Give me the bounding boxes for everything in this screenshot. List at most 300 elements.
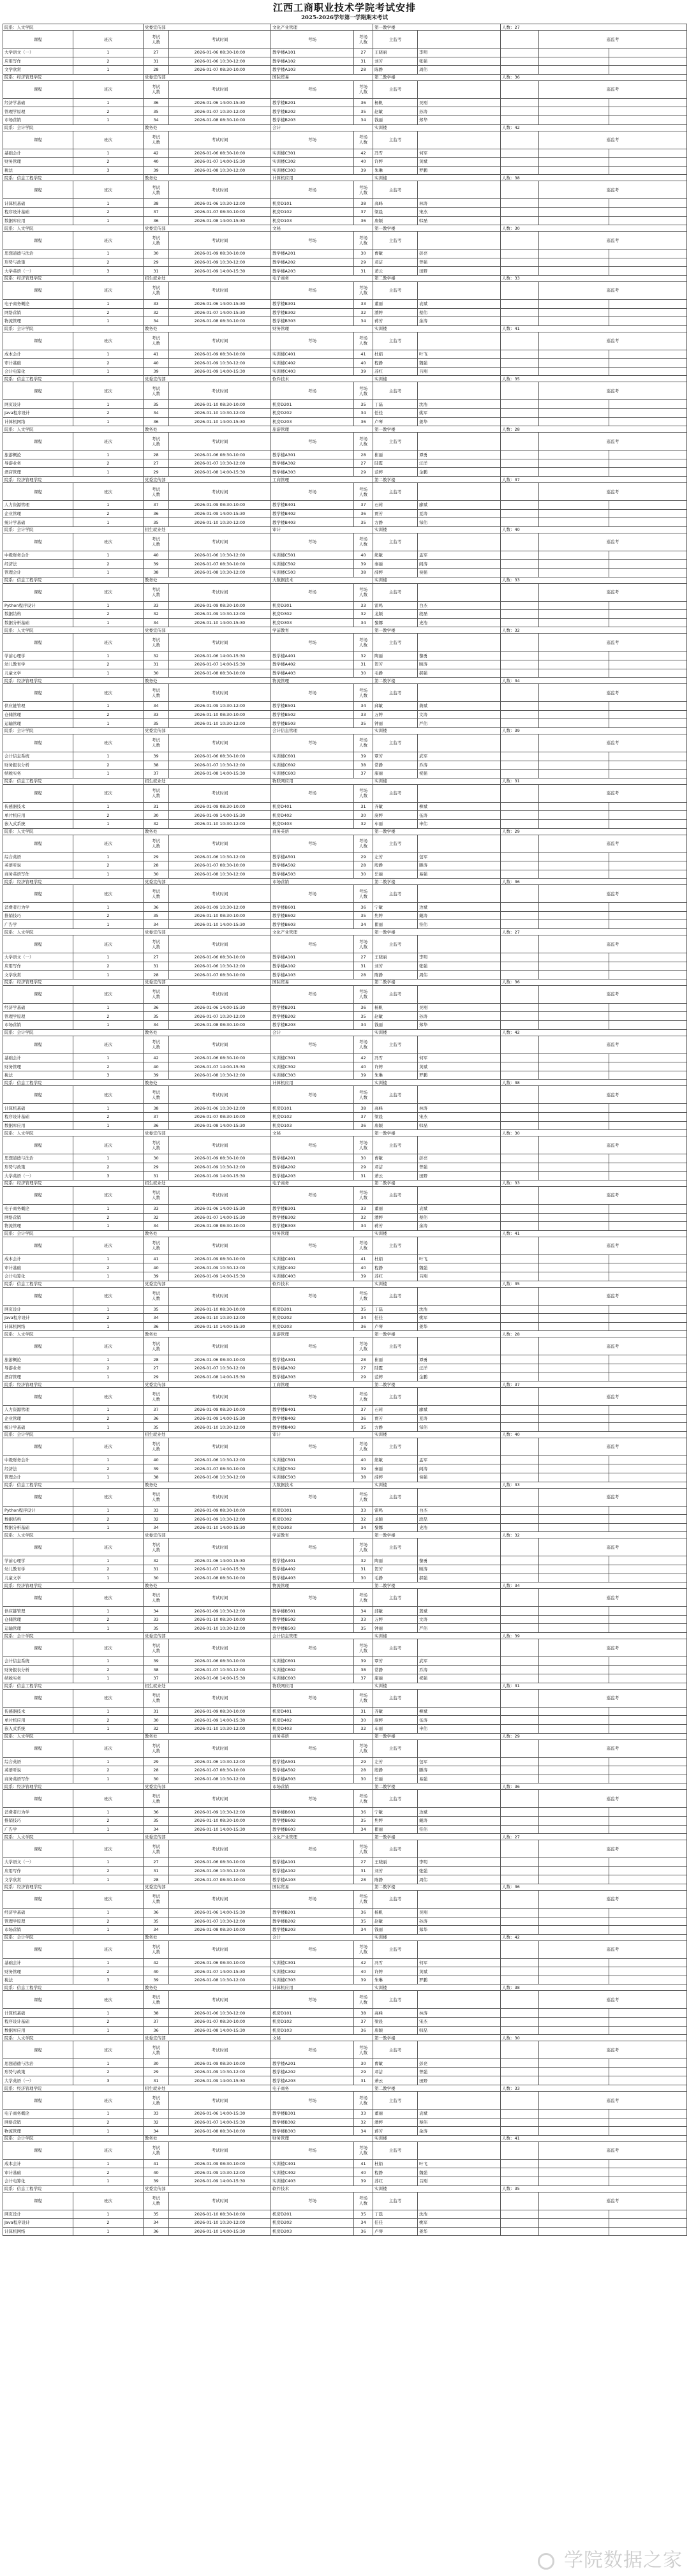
header-invigilator: 主监考: [373, 1991, 418, 2009]
group-faculty: 院系：人文学院: [3, 426, 144, 433]
cell-empty: [609, 1757, 687, 1766]
cell-inspector: 孙涛: [418, 107, 501, 116]
table-row: [3, 400, 687, 409]
header-time: 考试时间: [169, 1940, 271, 1958]
table-row: [3, 1574, 687, 1582]
cell-room: 教学楼B303: [271, 2127, 354, 2136]
header-invigilator: 主监考: [373, 433, 418, 450]
table-row: [3, 1414, 687, 1423]
cell-room-count: 31: [354, 1172, 373, 1180]
cell-count: 34: [144, 618, 169, 627]
cell-time: 2026-01-07 08:30-10:00: [169, 2018, 271, 2027]
group-place: 第一教学楼: [373, 2035, 501, 2041]
cell-empty: [539, 903, 609, 912]
cell-invigilator: 钟丽: [373, 1624, 418, 1633]
header-count: 考试 人数: [144, 1689, 169, 1707]
header-spacer-2: [501, 533, 539, 551]
cell-empty: [539, 1062, 609, 1071]
cell-invigilator: 陶丽: [373, 651, 418, 660]
header-time: 考试时间: [169, 2192, 271, 2210]
cell-course: 物流管理: [3, 1222, 73, 1231]
cell-time: 2026-01-08 08:30-10:00: [169, 1926, 271, 1935]
cell-invigilator: 瞿丽: [373, 1825, 418, 1834]
group-info-row: [3, 1331, 687, 1337]
cell-invigilator: 王晓丽: [373, 953, 418, 962]
group-department: 国际贸易: [271, 74, 373, 80]
cell-time: 2026-01-06 08:30-10:00: [169, 1355, 271, 1364]
cell-count: 39: [144, 1071, 169, 1080]
cell-empty: [501, 2159, 539, 2168]
cell-time: 2026-01-06 08:30-10:00: [169, 953, 271, 962]
column-header-row: [3, 885, 687, 903]
header-class: 班次: [73, 2141, 144, 2159]
cell-time: 2026-01-10 14:00-15:30: [169, 618, 271, 627]
cell-inspector: 彭亮: [418, 2059, 501, 2068]
cell-empty: [501, 618, 539, 627]
cell-time: 2026-01-06 10:30-12:00: [169, 1757, 271, 1766]
column-header-row: [3, 935, 687, 953]
cell-course: 税法: [3, 1976, 73, 1984]
group-faculty: 院系：信息工程学院: [3, 175, 144, 181]
cell-course: 单片机应用: [3, 1716, 73, 1725]
cell-time: 2026-01-10 08:30-10:00: [169, 1816, 271, 1825]
header-course: 课程: [3, 1940, 73, 1958]
cell-empty: [609, 618, 687, 627]
header-class: 班次: [73, 784, 144, 802]
header-invigilator: 主监考: [373, 1388, 418, 1406]
group-faculty: 院系：人文学院: [3, 1331, 144, 1337]
cell-empty: [539, 166, 609, 175]
header-spacer-2: [501, 634, 539, 651]
cell-empty: [501, 1213, 539, 1222]
cell-time: 2026-01-09 10:30-12:00: [169, 1163, 271, 1172]
cell-empty: [609, 1716, 687, 1725]
cell-class: 1: [73, 903, 144, 912]
header-time: 考试时间: [169, 2141, 271, 2159]
cell-empty: [501, 770, 539, 778]
cell-class: 1: [73, 468, 144, 477]
cell-inspector: 何军: [418, 1958, 501, 1967]
cell-room: 实训楼C402: [271, 2168, 354, 2177]
header-spacer-2: [501, 1991, 539, 2009]
cell-count: 30: [144, 249, 169, 258]
column-header-row: [3, 1840, 687, 1858]
group-count: 人数：41: [501, 1230, 687, 1237]
cell-class: 1: [73, 115, 144, 124]
header-course: 课程: [3, 935, 73, 953]
table-row: [3, 158, 687, 167]
cell-room-count: 36: [354, 509, 373, 518]
group-info-row: [3, 828, 687, 835]
cell-course: 基础会计: [3, 1053, 73, 1062]
cell-room-count: 33: [354, 1204, 373, 1213]
table-row: [3, 501, 687, 510]
header-spacer: [418, 232, 501, 249]
cell-empty: [501, 400, 539, 409]
cell-empty: [501, 450, 539, 459]
cell-course: 计算机网络: [3, 1322, 73, 1331]
table-row: [3, 2118, 687, 2127]
cell-class: 1: [73, 2110, 144, 2118]
header-spacer-2: [501, 232, 539, 249]
table-row: [3, 249, 687, 258]
cell-invigilator: 刘芳: [373, 962, 418, 971]
cell-empty: [539, 2177, 609, 2186]
cell-course: 统计学基础: [3, 518, 73, 527]
cell-empty: [539, 710, 609, 719]
cell-time: 2026-01-08 08:30-10:00: [169, 1222, 271, 1231]
cell-course: 统计学基础: [3, 1423, 73, 1432]
cell-empty: [609, 1473, 687, 1482]
cell-empty: [501, 1875, 539, 1884]
cell-inspector: 孙涛: [418, 1917, 501, 1926]
cell-invigilator: 赵敏: [373, 1917, 418, 1926]
cell-empty: [501, 610, 539, 619]
cell-empty: [501, 2059, 539, 2068]
column-header-row: [3, 1589, 687, 1607]
cell-empty: [609, 267, 687, 276]
cell-empty: [501, 1917, 539, 1926]
cell-course: 综合英语: [3, 852, 73, 861]
header-invigilator: 主监考: [373, 935, 418, 953]
cell-room: 机房D301: [271, 1506, 354, 1515]
header-count: 考试 人数: [144, 181, 169, 199]
cell-empty: [539, 459, 609, 468]
column-header-row: [3, 1488, 687, 1506]
cell-class: 1: [73, 1204, 144, 1213]
cell-count: 29: [144, 2067, 169, 2076]
cell-room: 机房D201: [271, 1305, 354, 1314]
header-spacer: [418, 1840, 501, 1858]
cell-room-count: 38: [354, 1665, 373, 1674]
header-time: 考试时间: [169, 985, 271, 1003]
header-class: 班次: [73, 1840, 144, 1858]
cell-count: 36: [144, 2026, 169, 2035]
group-count: 人数：36: [501, 979, 687, 985]
cell-empty: [501, 1163, 539, 1172]
header-spacer: [418, 433, 501, 450]
cell-count: 34: [144, 115, 169, 124]
header-time: 考试时间: [169, 1036, 271, 1053]
header-inspector: 巡监考: [539, 2141, 687, 2159]
header-spacer: [418, 483, 501, 501]
group-faculty: 院系：人文学院: [3, 225, 144, 232]
cell-empty: [539, 1967, 609, 1976]
cell-empty: [609, 2127, 687, 2136]
cell-course: 网络营销: [3, 308, 73, 317]
cell-empty: [539, 1674, 609, 1683]
cell-class: 1: [73, 1825, 144, 1834]
group-info-row: [3, 577, 687, 583]
header-room-count: 考场 人数: [354, 2192, 373, 2210]
group-info-row: [3, 376, 687, 382]
cell-invigilator: 陈静: [373, 1875, 418, 1884]
header-count: 考试 人数: [144, 784, 169, 802]
header-count: 考试 人数: [144, 583, 169, 601]
cell-class: 2: [73, 107, 144, 116]
cell-inspector: 吴刚: [418, 1003, 501, 1012]
cell-course: 审计基础: [3, 359, 73, 368]
group-place: 实训楼: [373, 778, 501, 784]
cell-empty: [501, 1172, 539, 1180]
cell-room: 教学楼A402: [271, 1565, 354, 1574]
group-faculty: 院系：会计学院: [3, 526, 144, 533]
cell-room-count: 38: [354, 569, 373, 577]
header-spacer-2: [501, 1739, 539, 1757]
header-inspector: 巡监考: [539, 985, 687, 1003]
group-faculty: 院系：经济管理学院: [3, 1884, 144, 1890]
cell-empty: [609, 1515, 687, 1524]
cell-empty: [539, 1615, 609, 1624]
cell-count: 29: [144, 1757, 169, 1766]
cell-invigilator: 龙颖: [373, 1515, 418, 1524]
cell-inspector: 周伟: [418, 1875, 501, 1884]
cell-course: 网页设计: [3, 2210, 73, 2219]
cell-count: 34: [144, 702, 169, 711]
cell-empty: [501, 1464, 539, 1473]
header-class: 班次: [73, 1086, 144, 1104]
cell-room: 机房D201: [271, 2210, 354, 2219]
cell-invigilator: 刘芳: [373, 1866, 418, 1875]
header-course: 课程: [3, 734, 73, 752]
cell-room: 教学楼A103: [271, 1875, 354, 1884]
header-inspector: 巡监考: [539, 784, 687, 802]
header-course: 课程: [3, 533, 73, 551]
cell-invigilator: 杨帆: [373, 98, 418, 107]
table-row: [3, 2210, 687, 2219]
cell-class: 1: [73, 1775, 144, 1783]
cell-empty: [539, 149, 609, 158]
group-info-row: [3, 225, 687, 232]
cell-invigilator: 朱琳: [373, 1071, 418, 1080]
cell-time: 2026-01-10 10:30-12:00: [169, 409, 271, 418]
cell-invigilator: 贾芳: [373, 509, 418, 518]
cell-inspector: 沈浩: [418, 400, 501, 409]
header-class: 班次: [73, 1589, 144, 1607]
cell-empty: [501, 1071, 539, 1080]
cell-empty: [609, 1373, 687, 1381]
header-spacer: [418, 2041, 501, 2059]
cell-count: 36: [144, 1121, 169, 1130]
group-count: 人数：34: [501, 678, 687, 684]
cell-room-count: 37: [354, 1674, 373, 1683]
cell-time: 2026-01-06 10:30-12:00: [169, 1866, 271, 1875]
cell-room: 教学楼B202: [271, 107, 354, 116]
cell-course: 成本会计: [3, 350, 73, 359]
cell-time: 2026-01-09 08:30-10:00: [169, 1254, 271, 1263]
cell-room: 教学楼A302: [271, 459, 354, 468]
column-header-row: [3, 1538, 687, 1556]
cell-room-count: 36: [354, 1808, 373, 1817]
document-subtitle: 2025-2026学年第一学期期末考试: [301, 15, 388, 21]
cell-invigilator: 齐敏: [373, 1707, 418, 1716]
table-row: [3, 1071, 687, 1080]
table-row: [3, 660, 687, 669]
header-class: 班次: [73, 1689, 144, 1707]
cell-class: 2: [73, 1565, 144, 1574]
cell-invigilator: 董丽: [373, 2110, 418, 2118]
header-room-count: 考场 人数: [354, 2092, 373, 2110]
table-row: [3, 610, 687, 619]
cell-invigilator: 崔丽: [373, 1355, 418, 1364]
cell-class: 2: [73, 1464, 144, 1473]
header-spacer: [418, 985, 501, 1003]
group-place: 第二教学楼: [373, 1582, 501, 1589]
cell-empty: [501, 2076, 539, 2085]
cell-empty: [501, 710, 539, 719]
cell-class: 1: [73, 1053, 144, 1062]
cell-invigilator: 程静: [373, 1263, 418, 1272]
cell-course: 基础会计: [3, 1958, 73, 1967]
table-row: [3, 299, 687, 308]
cell-course: 纳税实务: [3, 770, 73, 778]
cell-room-count: 28: [354, 450, 373, 459]
cell-time: 2026-01-09 14:00-15:30: [169, 2076, 271, 2085]
cell-room-count: 35: [354, 107, 373, 116]
cell-empty: [609, 2009, 687, 2018]
header-time: 考试时间: [169, 634, 271, 651]
group-info-row: [3, 1934, 687, 1940]
cell-class: 1: [73, 2026, 144, 2035]
cell-room-count: 31: [354, 267, 373, 276]
table-row: [3, 2059, 687, 2068]
header-course: 课程: [3, 1237, 73, 1254]
header-room-count: 考场 人数: [354, 1538, 373, 1556]
group-info-row: [3, 1733, 687, 1739]
group-department: 电子商务: [271, 1180, 373, 1186]
group-faculty: 院系：经济管理学院: [3, 275, 144, 281]
cell-empty: [501, 971, 539, 979]
cell-room-count: 34: [354, 2219, 373, 2228]
cell-empty: [501, 317, 539, 326]
cell-empty: [609, 811, 687, 820]
header-invigilator: 主监考: [373, 31, 418, 48]
group-place: 实训楼: [373, 1080, 501, 1086]
cell-empty: [501, 1674, 539, 1683]
column-header-row: [3, 80, 687, 98]
cell-count: 35: [144, 518, 169, 527]
cell-empty: [501, 107, 539, 116]
cell-empty: [501, 207, 539, 216]
group-org: 党委宣传部: [144, 627, 271, 634]
cell-invigilator: 任佳: [373, 2219, 418, 2228]
header-time: 考试时间: [169, 1438, 271, 1456]
cell-class: 3: [73, 166, 144, 175]
table-row: [3, 770, 687, 778]
column-header-row: [3, 433, 687, 450]
cell-time: 2026-01-07 14:00-15:30: [169, 1062, 271, 1071]
cell-empty: [501, 158, 539, 167]
header-room: 考场: [271, 734, 354, 752]
cell-room: 教学楼A202: [271, 1163, 354, 1172]
group-faculty: 院系：人文学院: [3, 1733, 144, 1739]
header-time: 考试时间: [169, 1589, 271, 1607]
cell-empty: [609, 1556, 687, 1565]
table-row: [3, 802, 687, 811]
cell-invigilator: 王晓丽: [373, 1858, 418, 1867]
table-row: [3, 1213, 687, 1222]
group-faculty: 院系：会计学院: [3, 1029, 144, 1036]
cell-class: 2: [73, 1967, 144, 1976]
cell-class: 1: [73, 1104, 144, 1113]
cell-empty: [609, 417, 687, 426]
header-class: 班次: [73, 483, 144, 501]
group-count: 人数：41: [501, 325, 687, 332]
cell-empty: [501, 501, 539, 510]
cell-class: 1: [73, 1003, 144, 1012]
group-department: 会计信息管理: [271, 727, 373, 734]
cell-time: 2026-01-08 10:30-12:00: [169, 569, 271, 577]
group-department: 国际贸易: [271, 1884, 373, 1890]
group-org: 教务处: [144, 1230, 271, 1237]
header-room: 考场: [271, 2041, 354, 2059]
cell-course: 英语听说: [3, 861, 73, 870]
cell-inspector: 叶飞: [418, 2159, 501, 2168]
cell-room-count: 39: [354, 1464, 373, 1473]
cell-empty: [609, 518, 687, 527]
header-spacer-2: [501, 835, 539, 852]
cell-invigilator: 程静: [373, 359, 418, 368]
cell-inspector: 姚军: [418, 409, 501, 418]
table-row: [3, 1204, 687, 1213]
cell-empty: [609, 1665, 687, 1674]
cell-time: 2026-01-08 08:30-10:00: [169, 1021, 271, 1030]
group-count: 人数：40: [501, 526, 687, 533]
cell-empty: [501, 1322, 539, 1331]
group-department: 市场营销: [271, 879, 373, 885]
cell-course: 运输管理: [3, 719, 73, 728]
cell-room: 教学楼A502: [271, 861, 354, 870]
cell-empty: [501, 1816, 539, 1825]
cell-count: 38: [144, 569, 169, 577]
group-info-row: [3, 426, 687, 433]
cell-invigilator: 任佳: [373, 1314, 418, 1323]
cell-empty: [539, 971, 609, 979]
header-room-count: 考场 人数: [354, 31, 373, 48]
cell-invigilator: 冯雪: [373, 149, 418, 158]
header-course: 课程: [3, 433, 73, 450]
cell-room: 教学楼B403: [271, 1423, 354, 1432]
cell-time: 2026-01-06 14:00-15:30: [169, 299, 271, 308]
cell-count: 34: [144, 1314, 169, 1323]
cell-empty: [539, 1665, 609, 1674]
cell-empty: [609, 1917, 687, 1926]
cell-count: 35: [144, 2210, 169, 2219]
header-course: 课程: [3, 1739, 73, 1757]
header-time: 考试时间: [169, 935, 271, 953]
cell-room-count: 38: [354, 761, 373, 770]
cell-time: 2026-01-06 14:00-15:30: [169, 1003, 271, 1012]
cell-inspector: 乔涛: [418, 1665, 501, 1674]
cell-course: 传感器技术: [3, 802, 73, 811]
header-room: 考场: [271, 835, 354, 852]
cell-empty: [609, 1464, 687, 1473]
cell-empty: [609, 2018, 687, 2027]
group-info-row: [3, 2135, 687, 2141]
cell-empty: [609, 1254, 687, 1263]
header-room-count: 考场 人数: [354, 1840, 373, 1858]
cell-invigilator: 高峰: [373, 199, 418, 208]
header-class: 班次: [73, 1186, 144, 1204]
cell-inspector: 乔涛: [418, 761, 501, 770]
group-count: 人数：42: [501, 124, 687, 131]
cell-empty: [609, 920, 687, 929]
header-class: 班次: [73, 734, 144, 752]
cell-time: 2026-01-07 08:30-10:00: [169, 1113, 271, 1122]
header-spacer-2: [501, 2041, 539, 2059]
cell-course: 会计电算化: [3, 2177, 73, 2186]
cell-room: 教学楼B601: [271, 903, 354, 912]
